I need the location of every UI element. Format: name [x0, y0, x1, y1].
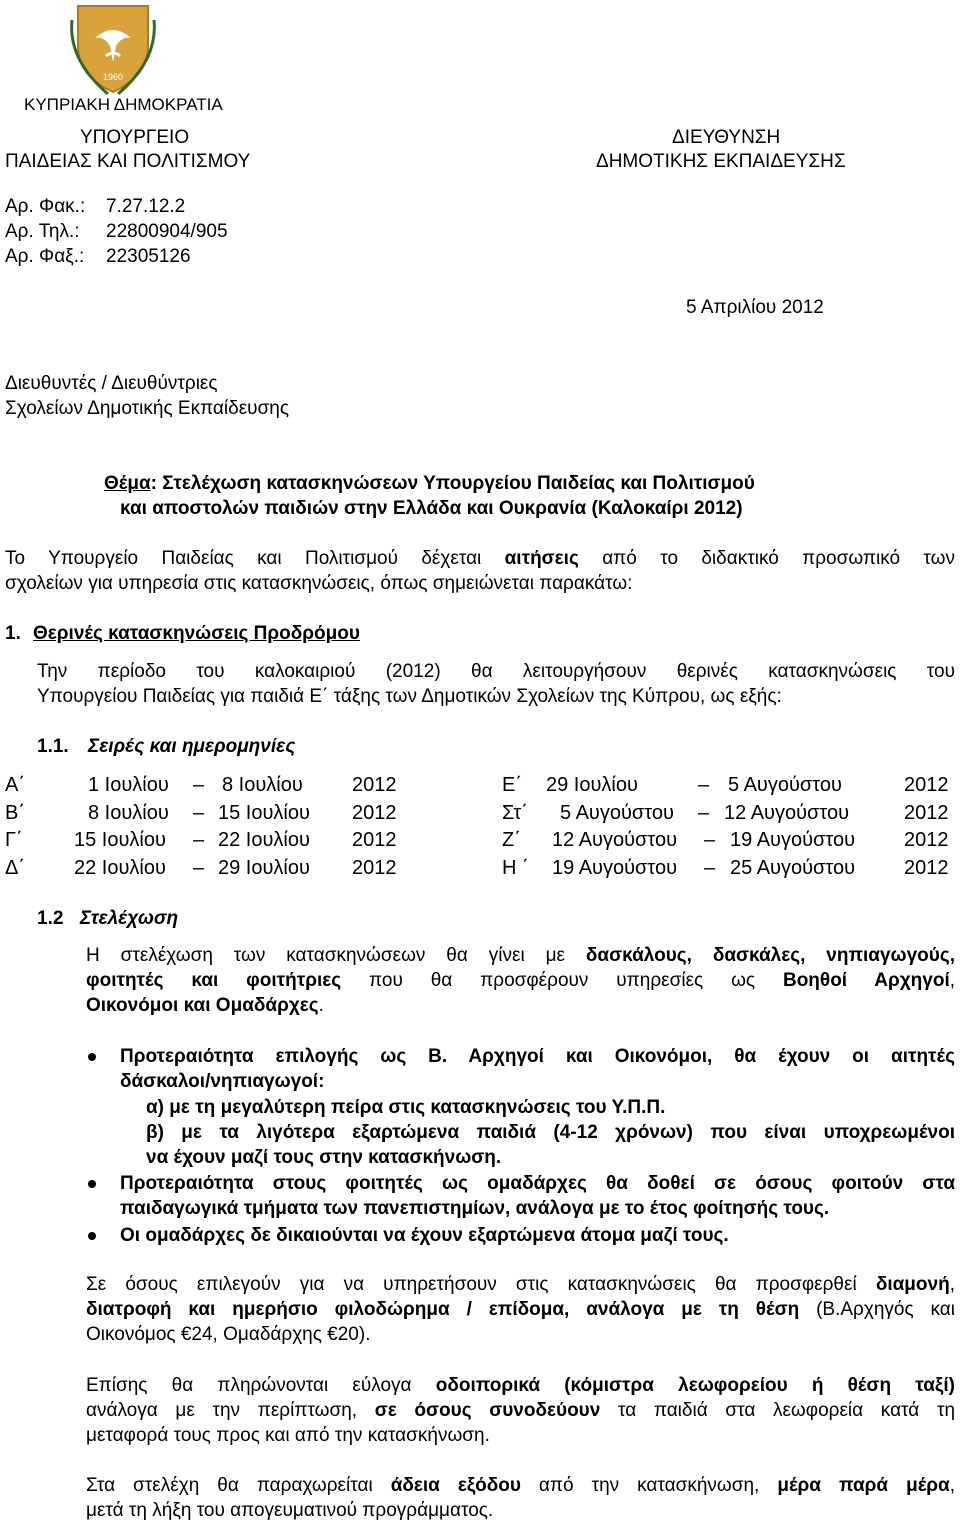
fax-label: Αρ. Φαξ.: — [5, 246, 85, 267]
section-1-title: Θερινές κατασκηνώσεις Προδρόμου — [33, 623, 360, 644]
svg-text:1960: 1960 — [102, 72, 124, 82]
intro-line-2: σχολείων για υπηρεσία στις κατασκηνώσεις, όπως σημειώνεται παρακάτω: — [5, 573, 633, 594]
series-row: Γ΄ 15 Ιουλίου – 22 Ιουλίου 2012 Ζ΄ 12 Αυγούστου – 19 Αυγούστου 2012 — [5, 829, 949, 851]
benefits-line-1: Σε όσους επιλεγούν για να υπηρετήσουν στις κατασκηνώσεις θα προσφερθεί διαμονή, — [86, 1274, 955, 1295]
benefits-line-2: διατροφή και ημερήσιο φιλοδώρημα / επίδομα, ανάλογα με τη θέση (Β.Αρχηγός και — [86, 1299, 955, 1320]
tel-value: 22800904/905 — [106, 221, 228, 242]
series-row: Β΄ 8 Ιουλίου – 15 Ιουλίου 2012 Στ΄ 5 Αυγούστου – 12 Αυγούστου 2012 — [5, 802, 949, 824]
ministry-line-1: ΥΠΟΥΡΓΕΙΟ — [80, 127, 190, 148]
travel-line-3: μεταφορά τους προς και από την κατασκήνωση. — [86, 1425, 490, 1446]
subject-line-2: και αποστολών παιδιών στην Ελλάδα και Ουκρανία (Καλοκαίρι 2012) — [120, 498, 743, 519]
leave-line-2: μετά τη λήξη του απογευματινού προγράμματος. — [86, 1500, 494, 1521]
bullet-icon — [88, 1180, 96, 1188]
country-name: ΚΥΠΡΙΑΚΗ ΔΗΜΟΚΡΑΤΙΑ — [24, 95, 223, 114]
bullet-2-line-1: Προτεραιότητα στους φοιτητές ως ομαδάρχες θα δοθεί σε όσους φοιτούν στα — [120, 1173, 955, 1194]
bullet-1-item-a: α) με τη μεγαλύτερη πείρα στις κατασκηνώσεις του Υ.Π.Π. — [146, 1097, 666, 1118]
subsection-1-2-number: 1.2 — [37, 908, 64, 929]
recipients-line-2: Σχολείων Δημοτικής Εκπαίδευσης — [5, 398, 290, 419]
department-line-2: ΔΗΜΟΤΙΚΗΣ ΕΚΠΑΙΔΕΥΣΗΣ — [596, 151, 846, 172]
benefits-line-3: Οικονόμος €24, Ομαδάρχης €20). — [86, 1324, 371, 1345]
intro-bold-applications: αιτήσεις — [504, 548, 579, 569]
subject-text-1: : Στελέχωση κατασκηνώσεων Υπουργείου Παιδείας και Πολιτισμού — [150, 473, 755, 494]
bullet-1-item-b-line-1: β) με τα λιγότερα εξαρτώμενα παιδιά (4-12 χρόνων) που είναι υποχρεωμένοι — [146, 1122, 955, 1143]
travel-line-1: Επίσης θα πληρώνονται εύλογα οδοιπορικά (κόμιστρα λεωφορείου ή θέση ταξί) — [86, 1375, 955, 1396]
subject-line-1 — [104, 472, 755, 497]
travel-line-2: ανάλογα με την περίπτωση, σε όσους συνοδεύουν τα παιδιά στα λεωφορεία κατά τη — [86, 1400, 956, 1421]
file-value: 7.27.12.2 — [106, 196, 186, 217]
bullet-1-item-b-line-2: να έχουν μαζί τους στην κατασκήνωση. — [146, 1147, 502, 1168]
leave-line-1: Στα στελέχη θα παραχωρείται άδεια εξόδου από την κατασκήνωση, μέρα παρά μέρα, — [86, 1475, 956, 1496]
staff-para-line-3: Οικονόμοι και Ομαδάρχες. — [86, 995, 324, 1016]
coat-of-arms-icon — [68, 0, 158, 96]
bullet-icon — [88, 1232, 96, 1240]
staff-para-line-1: Η στελέχωση των κατασκηνώσεων θα γίνει με δασκάλους, δασκάλες, νηπιαγωγούς, — [86, 945, 955, 966]
subsection-1-1-title: Σειρές και ημερομηνίες — [88, 736, 296, 757]
series-row: Δ΄ 22 Ιουλίου – 29 Ιουλίου 2012 Η ΄ 19 Αυγούστου – 25 Αυγούστου 2012 — [5, 857, 949, 879]
bullet-2-line-2: παιδαγωγικά τμήματα των πανεπιστημίων, ανάλογα με το έτος φοίτησής τους. — [120, 1198, 830, 1219]
ministry-line-2: ΠΑΙΔΕΙΑΣ ΚΑΙ ΠΟΛΙΤΙΣΜΟΥ — [5, 151, 251, 172]
section-1-para-line-1: Την περίοδο του καλοκαιριού (2012) θα λειτουργήσουν θερινές κατασκηνώσεις του — [37, 661, 955, 682]
bullet-1-line-1: Προτεραιότητα επιλογής ως Β. Αρχηγοί και Οικονόμοι, θα έχουν οι αιτητές — [120, 1046, 955, 1067]
subsection-1-2-title: Στελέχωση — [80, 908, 179, 929]
subsection-1-1-number: 1.1. — [37, 736, 69, 757]
recipients-line-1: Διευθυντές / Διευθύντριες — [5, 373, 218, 394]
intro-line-1: Το Υπουργείο Παιδείας και Πολιτισμού δέχεται αιτήσεις από το διδακτικό προσωπικό των — [5, 548, 955, 569]
series-row: Α΄ 1 Ιουλίου – 8 Ιουλίου 2012 Ε΄ 29 Ιουλίου – 5 Αυγούστου 2012 — [5, 774, 949, 796]
bullet-icon — [88, 1053, 96, 1061]
staff-para-line-2: φοιτητές και φοιτήτριες που θα προσφέρουν υπηρεσίες ως Βοηθοί Αρχηγοί, — [86, 970, 956, 991]
bullet-1-line-2: δάσκαλοι/νηπιαγωγοί: — [120, 1071, 325, 1092]
section-1-number: 1. — [5, 623, 21, 644]
file-label: Αρ. Φακ.: — [5, 196, 86, 217]
section-1-para-line-2: Υπουργείου Παιδείας για παιδιά Ε΄ τάξης των Δημοτικών Σχολείων της Κύπρου, ως εξής: — [37, 686, 782, 707]
fax-value: 22305126 — [106, 246, 191, 267]
bullet-3: Οι ομαδάρχες δε δικαιούνται να έχουν εξαρτώμενα άτομα μαζί τους. — [120, 1225, 729, 1246]
department-line-1: ΔΙΕΥΘΥΝΣΗ — [672, 127, 781, 148]
letter-date: 5 Απριλίου 2012 — [686, 297, 824, 318]
subject-label: Θέμα — [104, 473, 151, 494]
tel-label: Αρ. Τηλ.: — [5, 221, 80, 242]
